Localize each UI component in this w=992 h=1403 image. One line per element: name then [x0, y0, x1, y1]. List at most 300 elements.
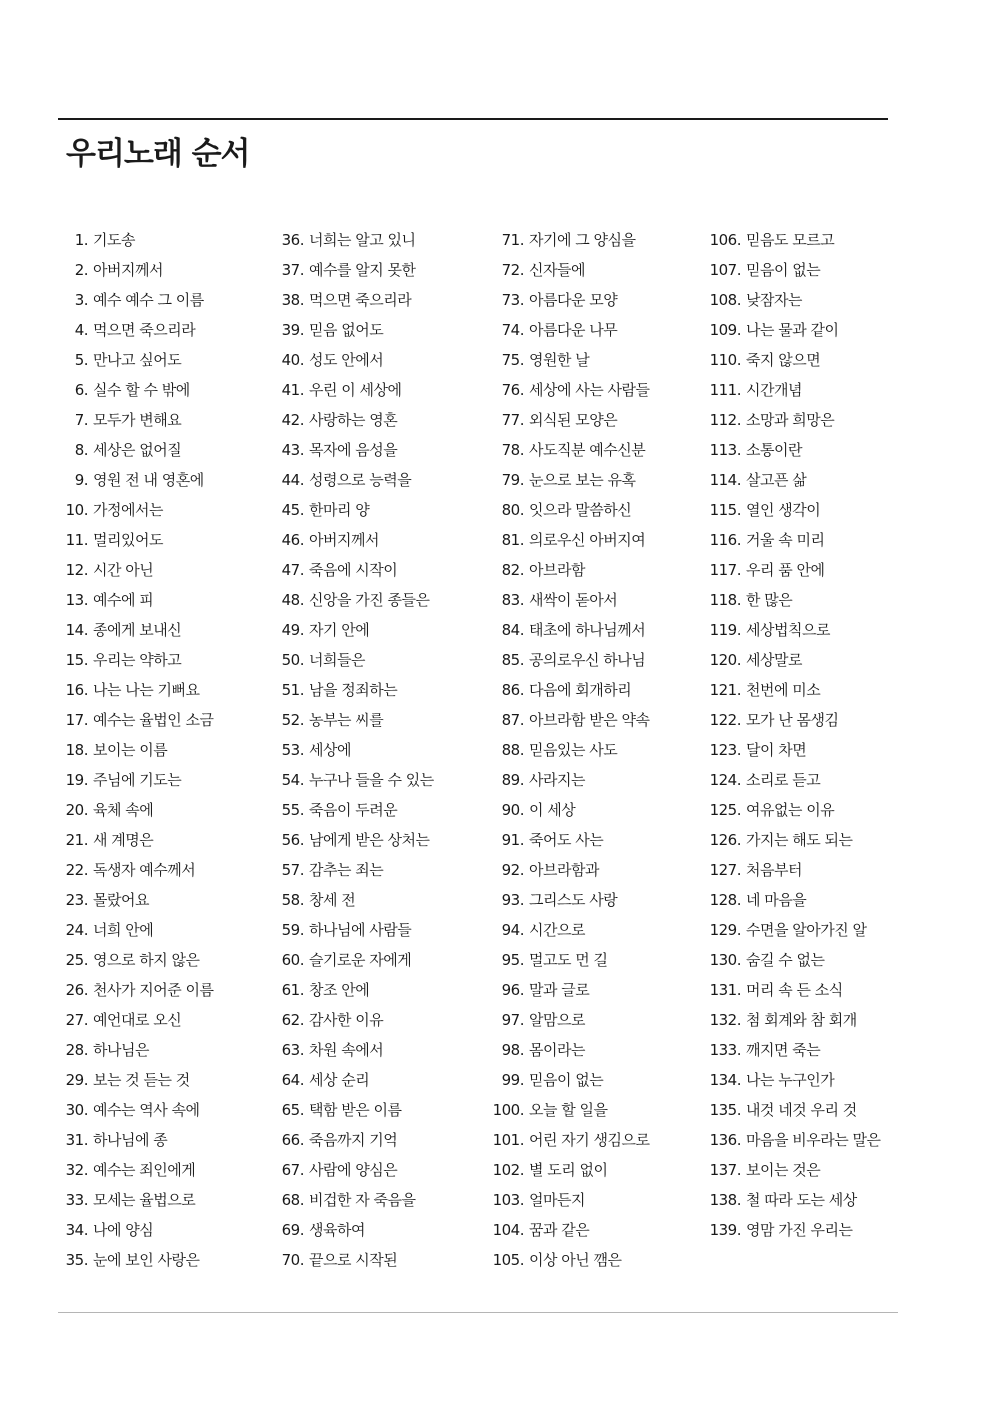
song-list-item [270, 765, 470, 795]
song-number: 135. [709, 1101, 741, 1119]
song-number: 84. [501, 621, 524, 639]
song-list-item [490, 915, 690, 945]
song-number: 36. [281, 231, 304, 249]
song-number: 30. [65, 1101, 88, 1119]
song-list-item [54, 1155, 254, 1185]
song-list-item [54, 255, 254, 285]
song-number: 3. [74, 291, 88, 309]
song-title: 자기 안에 [309, 621, 370, 639]
song-number: 85. [501, 651, 524, 669]
song-number: 74. [501, 321, 524, 339]
song-number: 42. [281, 411, 304, 429]
song-number: 113. [709, 441, 741, 459]
song-title: 아름다운 모양 [529, 291, 618, 309]
song-title: 창세 전 [309, 891, 356, 909]
song-title: 성령으로 능력을 [309, 471, 412, 489]
song-list-item [490, 765, 690, 795]
song-list-item [54, 465, 254, 495]
song-number: 83. [501, 591, 524, 609]
song-list-item [270, 435, 470, 465]
song-list-item [270, 1125, 470, 1155]
song-title: 낮잠자는 [746, 291, 802, 309]
bottom-divider [58, 1312, 898, 1313]
song-number: 82. [501, 561, 524, 579]
song-list-item [707, 825, 907, 855]
song-title: 네 마음을 [746, 891, 807, 909]
song-title: 사랑하는 영혼 [309, 411, 398, 429]
song-number: 26. [65, 981, 88, 999]
song-number: 13. [65, 591, 88, 609]
song-number: 58. [281, 891, 304, 909]
song-list-item [270, 285, 470, 315]
song-number: 101. [492, 1131, 524, 1149]
song-list-item [54, 435, 254, 465]
song-number: 67. [281, 1161, 304, 1179]
song-number: 61. [281, 981, 304, 999]
song-list-item [270, 975, 470, 1005]
song-list-item [707, 915, 907, 945]
song-number: 11. [65, 531, 88, 549]
song-title: 천사가 지어준 이름 [93, 981, 214, 999]
song-list-item [270, 645, 470, 675]
song-number: 100. [492, 1101, 524, 1119]
song-list-item [54, 615, 254, 645]
song-list-item [54, 645, 254, 675]
song-title: 예수는 역사 속에 [93, 1101, 200, 1119]
song-list-item [54, 1035, 254, 1065]
song-title: 아브라함 받은 약속 [529, 711, 650, 729]
song-list-item [707, 855, 907, 885]
song-list-item [490, 1005, 690, 1035]
song-list-item [490, 345, 690, 375]
song-title: 성도 안에서 [309, 351, 384, 369]
song-number: 48. [281, 591, 304, 609]
song-number: 15. [65, 651, 88, 669]
song-column-3 [490, 225, 690, 1275]
song-number: 63. [281, 1041, 304, 1059]
song-number: 5. [74, 351, 88, 369]
song-list-item [54, 1065, 254, 1095]
song-list-item [490, 1245, 690, 1275]
song-list-item [707, 795, 907, 825]
song-title: 주님에 기도는 [93, 771, 182, 789]
song-list-item [54, 345, 254, 375]
song-number: 32. [65, 1161, 88, 1179]
song-number: 40. [281, 351, 304, 369]
song-title: 믿음 없어도 [309, 321, 384, 339]
song-number: 73. [501, 291, 524, 309]
song-title: 자기에 그 양심을 [529, 231, 636, 249]
song-list-item [490, 1095, 690, 1125]
song-list-item [54, 1215, 254, 1245]
song-list-item [490, 375, 690, 405]
song-number: 41. [281, 381, 304, 399]
song-number: 109. [709, 321, 741, 339]
song-list-item [707, 405, 907, 435]
song-title: 다음에 회개하리 [529, 681, 632, 699]
song-title: 먹으면 죽으리라 [93, 321, 196, 339]
song-title: 소망과 희망은 [746, 411, 835, 429]
song-list-item [490, 1155, 690, 1185]
song-list-item [270, 705, 470, 735]
song-title: 나는 나는 기뻐요 [93, 681, 200, 699]
song-list-item [707, 1125, 907, 1155]
song-number: 38. [281, 291, 304, 309]
song-list-item [707, 1005, 907, 1035]
song-title: 아버지께서 [309, 531, 379, 549]
song-number: 127. [709, 861, 741, 879]
song-title: 아브라함과 [529, 861, 599, 879]
song-number: 96. [501, 981, 524, 999]
song-number: 10. [65, 501, 88, 519]
song-number: 1. [74, 231, 88, 249]
song-number: 49. [281, 621, 304, 639]
song-number: 65. [281, 1101, 304, 1119]
song-list-item [54, 375, 254, 405]
page-title: 우리노래 순서 [66, 136, 250, 172]
song-list-item [270, 525, 470, 555]
song-list-item [707, 1065, 907, 1095]
song-number: 90. [501, 801, 524, 819]
song-number: 24. [65, 921, 88, 939]
song-number: 94. [501, 921, 524, 939]
song-number: 86. [501, 681, 524, 699]
song-number: 87. [501, 711, 524, 729]
song-title: 죽음이 두려운 [309, 801, 398, 819]
song-title: 그리스도 사랑 [529, 891, 618, 909]
song-list-item [270, 675, 470, 705]
song-number: 122. [709, 711, 741, 729]
song-list-item [490, 645, 690, 675]
song-list-item [270, 735, 470, 765]
song-list-item [707, 285, 907, 315]
song-title: 우리 품 안에 [746, 561, 825, 579]
song-number: 111. [709, 381, 741, 399]
song-list-item [707, 975, 907, 1005]
song-number: 6. [74, 381, 88, 399]
song-number: 57. [281, 861, 304, 879]
song-list-item [490, 225, 690, 255]
song-title: 남에게 받은 상처는 [309, 831, 430, 849]
song-number: 98. [501, 1041, 524, 1059]
song-number: 19. [65, 771, 88, 789]
song-number: 137. [709, 1161, 741, 1179]
song-number: 60. [281, 951, 304, 969]
song-list-item [707, 705, 907, 735]
song-list-item [270, 1065, 470, 1095]
song-title: 실수 할 수 밖에 [93, 381, 190, 399]
song-title: 별 도리 없이 [529, 1161, 608, 1179]
song-number: 51. [281, 681, 304, 699]
song-title: 영원 전 내 영혼에 [93, 471, 204, 489]
song-list-item [707, 465, 907, 495]
song-number: 20. [65, 801, 88, 819]
song-list-item [54, 405, 254, 435]
song-number: 72. [501, 261, 524, 279]
song-title: 세상말로 [746, 651, 802, 669]
song-number: 28. [65, 1041, 88, 1059]
song-title: 모가 난 몸생김 [746, 711, 839, 729]
song-list-item [54, 945, 254, 975]
song-title: 시간개념 [746, 381, 802, 399]
song-title: 꿈과 같은 [529, 1221, 590, 1239]
song-number: 44. [281, 471, 304, 489]
song-number: 97. [501, 1011, 524, 1029]
song-number: 59. [281, 921, 304, 939]
song-title: 수면을 알아가진 알 [746, 921, 867, 939]
song-list-item [707, 255, 907, 285]
song-list-item [270, 825, 470, 855]
song-list-item [490, 705, 690, 735]
song-title: 슬기로운 자에게 [309, 951, 412, 969]
song-list-item [490, 1215, 690, 1245]
song-title: 새싹이 돋아서 [529, 591, 618, 609]
song-list-item [707, 555, 907, 585]
song-title: 독생자 예수께서 [93, 861, 196, 879]
song-number: 53. [281, 741, 304, 759]
song-number: 4. [74, 321, 88, 339]
song-title: 살고픈 삶 [746, 471, 807, 489]
song-list-item [270, 495, 470, 525]
song-number: 62. [281, 1011, 304, 1029]
song-title: 이상 아닌 깸은 [529, 1251, 622, 1269]
song-title: 내것 네것 우리 것 [746, 1101, 857, 1119]
song-number: 78. [501, 441, 524, 459]
song-number: 121. [709, 681, 741, 699]
song-number: 70. [281, 1251, 304, 1269]
song-number: 7. [74, 411, 88, 429]
song-number: 33. [65, 1191, 88, 1209]
song-title: 택함 받은 이름 [309, 1101, 402, 1119]
song-title: 생육하여 [309, 1221, 365, 1239]
song-number: 132. [709, 1011, 741, 1029]
song-number: 66. [281, 1131, 304, 1149]
song-list-item [490, 735, 690, 765]
song-number: 116. [709, 531, 741, 549]
song-title: 오늘 할 일을 [529, 1101, 608, 1119]
song-number: 56. [281, 831, 304, 849]
song-number: 131. [709, 981, 741, 999]
song-list-item [54, 285, 254, 315]
song-list-item [54, 1095, 254, 1125]
song-title: 달이 차면 [746, 741, 807, 759]
song-number: 103. [492, 1191, 524, 1209]
song-title: 남을 정죄하는 [309, 681, 398, 699]
song-list-item [707, 345, 907, 375]
song-list-item [490, 405, 690, 435]
song-title: 예수 예수 그 이름 [93, 291, 204, 309]
song-number: 2. [74, 261, 88, 279]
song-title: 새 계명은 [93, 831, 154, 849]
song-title: 예수는 율법인 소금 [93, 711, 214, 729]
song-number: 35. [65, 1251, 88, 1269]
song-list-item [490, 945, 690, 975]
song-number: 25. [65, 951, 88, 969]
top-divider [58, 118, 888, 120]
song-number: 104. [492, 1221, 524, 1239]
song-number: 50. [281, 651, 304, 669]
song-title: 잇으라 말씀하신 [529, 501, 632, 519]
song-number: 77. [501, 411, 524, 429]
song-list-item [270, 1185, 470, 1215]
song-title: 모세는 율법으로 [93, 1191, 196, 1209]
song-list-item [54, 525, 254, 555]
song-list-item [490, 675, 690, 705]
song-list-item [54, 1125, 254, 1155]
song-list-item [707, 495, 907, 525]
song-title: 알맘으로 [529, 1011, 585, 1029]
song-number: 129. [709, 921, 741, 939]
song-list-item [54, 975, 254, 1005]
song-list-item [490, 1065, 690, 1095]
song-number: 75. [501, 351, 524, 369]
song-number: 95. [501, 951, 524, 969]
song-column-2 [270, 225, 470, 1275]
song-list-item [490, 795, 690, 825]
song-title: 죽음에 시작이 [309, 561, 398, 579]
song-list-item [270, 1155, 470, 1185]
song-title: 예언대로 오신 [93, 1011, 182, 1029]
song-title: 보이는 이름 [93, 741, 168, 759]
song-title: 영으로 하지 않은 [93, 951, 200, 969]
song-list-item [707, 765, 907, 795]
song-number: 123. [709, 741, 741, 759]
song-title: 아브라함 [529, 561, 585, 579]
song-list-item [490, 855, 690, 885]
song-list-item [270, 555, 470, 585]
song-list-item [707, 585, 907, 615]
song-title: 깨지면 죽는 [746, 1041, 821, 1059]
song-title: 말과 글로 [529, 981, 590, 999]
song-number: 16. [65, 681, 88, 699]
song-number: 110. [709, 351, 741, 369]
song-number: 91. [501, 831, 524, 849]
song-title: 죽어도 사는 [529, 831, 604, 849]
song-list-item [270, 405, 470, 435]
song-title: 이 세상 [529, 801, 576, 819]
song-column-1 [54, 225, 254, 1275]
song-title: 숨길 수 없는 [746, 951, 825, 969]
song-title: 육체 속에 [93, 801, 154, 819]
song-title: 차원 속에서 [309, 1041, 384, 1059]
song-list-item [707, 315, 907, 345]
song-title: 창조 안에 [309, 981, 370, 999]
song-number: 126. [709, 831, 741, 849]
song-number: 120. [709, 651, 741, 669]
song-title: 하나님에 종 [93, 1131, 168, 1149]
song-list-item [490, 285, 690, 315]
song-list-item [707, 1155, 907, 1185]
song-title: 시간 아닌 [93, 561, 154, 579]
song-title: 보는 것 듣는 것 [93, 1071, 190, 1089]
song-title: 신자들에 [529, 261, 585, 279]
song-list-item [270, 915, 470, 945]
song-list-item [270, 225, 470, 255]
song-title: 믿음도 모르고 [746, 231, 835, 249]
song-number: 8. [74, 441, 88, 459]
song-title: 여유없는 이유 [746, 801, 835, 819]
song-title: 몰랐어요 [93, 891, 149, 909]
song-list-item [270, 585, 470, 615]
song-number: 12. [65, 561, 88, 579]
song-title: 사도직분 예수신분 [529, 441, 646, 459]
song-list-item [707, 735, 907, 765]
song-number: 106. [709, 231, 741, 249]
song-title: 나는 누구인가 [746, 1071, 835, 1089]
song-title: 처음부터 [746, 861, 802, 879]
song-number: 43. [281, 441, 304, 459]
song-title: 우리는 약하고 [93, 651, 182, 669]
song-list-item [707, 225, 907, 255]
song-number: 107. [709, 261, 741, 279]
song-title: 나에 양심 [93, 1221, 154, 1239]
song-number: 138. [709, 1191, 741, 1209]
song-list-item [490, 585, 690, 615]
song-title: 마음을 비우라는 말은 [746, 1131, 881, 1149]
song-number: 102. [492, 1161, 524, 1179]
song-title: 예수는 죄인에게 [93, 1161, 196, 1179]
song-number: 64. [281, 1071, 304, 1089]
song-list-item [54, 855, 254, 885]
song-number: 118. [709, 591, 741, 609]
song-title: 철 따라 도는 세상 [746, 1191, 857, 1209]
song-list-item [270, 255, 470, 285]
song-list-item [270, 375, 470, 405]
song-number: 79. [501, 471, 524, 489]
song-list-item [707, 1185, 907, 1215]
song-title: 시간으로 [529, 921, 585, 939]
song-title: 먹으면 죽으리라 [309, 291, 412, 309]
song-title: 어린 자기 생김으로 [529, 1131, 650, 1149]
song-title: 세상은 없어질 [93, 441, 182, 459]
song-title: 멀고도 먼 길 [529, 951, 608, 969]
song-title: 종에게 보내신 [93, 621, 182, 639]
song-title: 가지는 해도 되는 [746, 831, 853, 849]
song-list-item [270, 345, 470, 375]
song-title: 태초에 하나님께서 [529, 621, 646, 639]
song-number: 22. [65, 861, 88, 879]
song-title: 비겁한 자 죽음을 [309, 1191, 416, 1209]
song-number: 27. [65, 1011, 88, 1029]
song-list-item [54, 1185, 254, 1215]
song-title: 첨 회계와 참 회개 [746, 1011, 857, 1029]
song-list-item [54, 915, 254, 945]
song-title: 세상법칙으로 [746, 621, 830, 639]
song-number: 134. [709, 1071, 741, 1089]
song-list-item [707, 435, 907, 465]
song-title: 소리로 듣고 [746, 771, 821, 789]
song-number: 54. [281, 771, 304, 789]
song-number: 14. [65, 621, 88, 639]
song-title: 아버지께서 [93, 261, 163, 279]
song-list-item [707, 1035, 907, 1065]
song-list-item [270, 795, 470, 825]
song-title: 죽음까지 기억 [309, 1131, 398, 1149]
song-title: 눈으로 보는 유혹 [529, 471, 636, 489]
song-number: 52. [281, 711, 304, 729]
song-title: 신앙을 가진 종들은 [309, 591, 430, 609]
song-list-item [270, 465, 470, 495]
song-title: 보이는 것은 [746, 1161, 821, 1179]
song-title: 한마리 양 [309, 501, 370, 519]
song-list-item [490, 255, 690, 285]
song-title: 사라지는 [529, 771, 585, 789]
song-title: 하나님에 사람들 [309, 921, 412, 939]
song-list-item [707, 375, 907, 405]
song-number: 18. [65, 741, 88, 759]
song-title: 천번에 미소 [746, 681, 821, 699]
song-number: 81. [501, 531, 524, 549]
